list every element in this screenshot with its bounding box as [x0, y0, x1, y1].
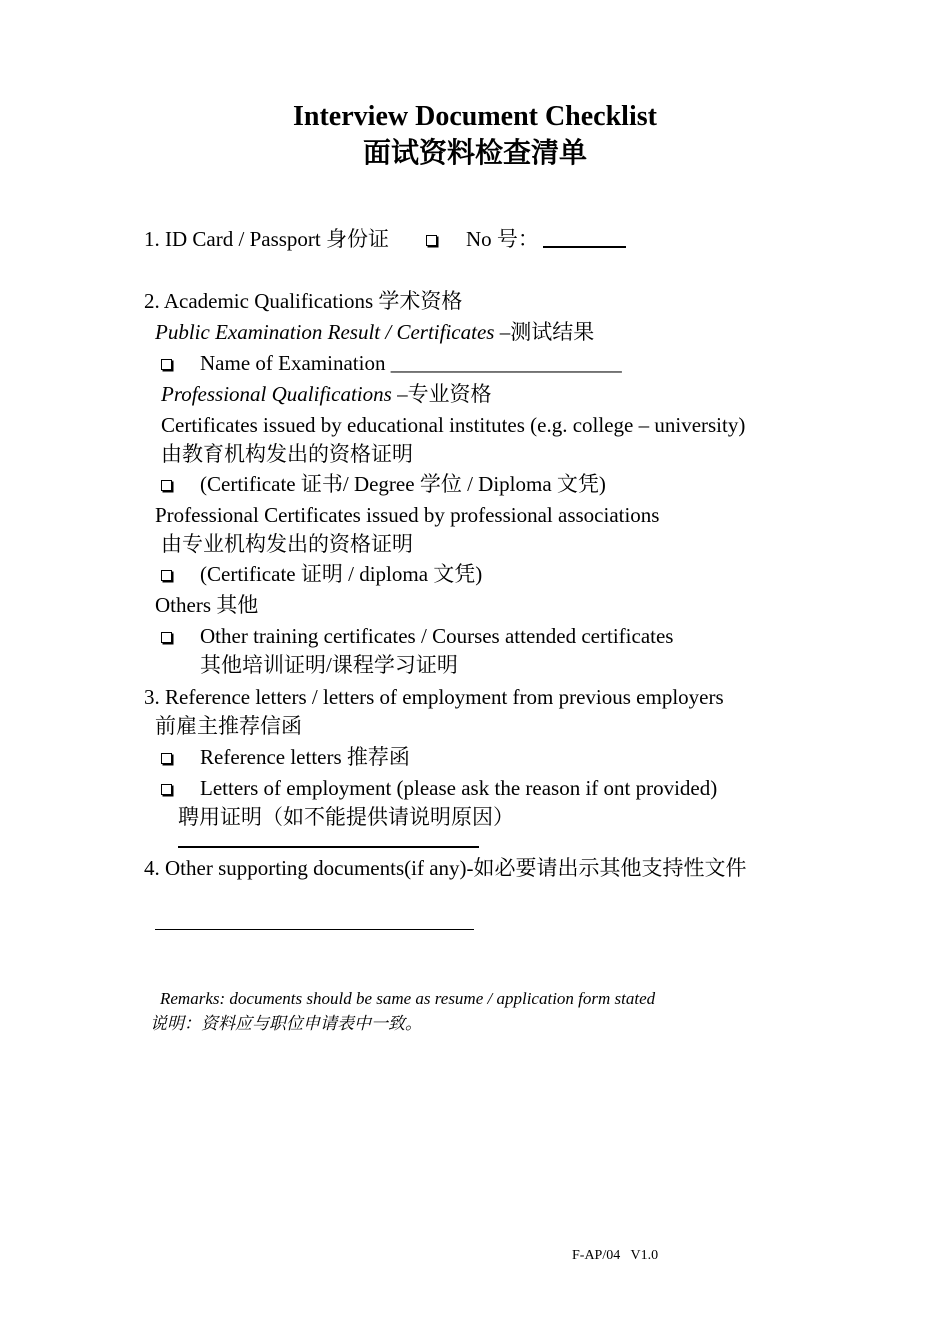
public-exam-line	[155, 318, 594, 346]
public-exam-label: Public Examination Result / Certificates	[155, 320, 495, 344]
others-option-zh: 其他培训证明/课程学习证明	[200, 653, 458, 677]
document-title-en: Interview Document Checklist	[293, 101, 657, 132]
public-exam-label-zh: –测试结果	[494, 320, 595, 344]
others-option-en: Other training certificates / Courses attended certificates	[200, 624, 674, 648]
ref-letters-checkbox[interactable]	[161, 753, 172, 764]
form-code: F-AP/04 V1.0	[572, 1248, 659, 1263]
prof-cert-text-en: Professional Certificates issued by professional associations	[155, 503, 660, 527]
employment-reason-field[interactable]	[178, 846, 479, 848]
employment-label-zh: 聘用证明（如不能提供请说明原因）	[178, 805, 514, 829]
id-card-checkbox[interactable]	[426, 235, 437, 246]
ref-letters-label: Reference letters 推荐函	[200, 745, 410, 769]
employment-label-en: Letters of employment (please ask the reason if ont provided)	[200, 776, 718, 800]
others-heading: Others 其他	[155, 593, 259, 617]
academic-heading: 2. Academic Qualifications 学术资格	[144, 289, 463, 313]
employment-checkbox[interactable]	[161, 784, 172, 795]
reference-heading-en: 3. Reference letters / letters of employment from previous employers	[144, 685, 724, 709]
prof-cert-option: (Certificate 证明 / diploma 文凭)	[200, 562, 483, 586]
others-checkbox[interactable]	[161, 632, 172, 643]
professional-q-label: Professional Qualifications	[161, 382, 392, 406]
prof-cert-checkbox[interactable]	[161, 570, 172, 581]
name-of-exam-checkbox[interactable]	[161, 359, 172, 370]
professional-q-line	[161, 380, 492, 408]
reference-heading-zh: 前雇主推荐信函	[155, 714, 302, 738]
id-card-label: 1. ID Card / Passport 身份证	[144, 227, 389, 251]
professional-q-label-zh: –专业资格	[391, 382, 492, 406]
edu-cert-text-en: Certificates issued by educational institutes (e.g. college – university)	[161, 413, 746, 437]
edu-cert-option: (Certificate 证书/ Degree 学位 / Diploma 文凭)	[200, 472, 606, 496]
edu-cert-checkbox[interactable]	[161, 480, 172, 491]
remarks-en: Remarks: documents should be same as resume / application form stated	[160, 989, 656, 1008]
id-number-label: No 号：	[466, 227, 539, 251]
other-docs-heading: 4. Other supporting documents(if any)-如必要请出示其他支持性文件	[144, 856, 747, 880]
edu-cert-text-zh: 由教育机构发出的资格证明	[161, 442, 413, 466]
document-title-zh: 面试资料检查清单	[362, 138, 587, 169]
other-docs-field[interactable]	[155, 929, 474, 930]
name-of-exam-label[interactable]: Name of Examination ______________________	[200, 351, 622, 375]
prof-cert-text-zh: 由专业机构发出的资格证明	[161, 532, 413, 556]
remarks-zh: 说明：资料应与职位申请表中一致。	[150, 1014, 422, 1033]
id-number-field[interactable]	[543, 246, 626, 248]
